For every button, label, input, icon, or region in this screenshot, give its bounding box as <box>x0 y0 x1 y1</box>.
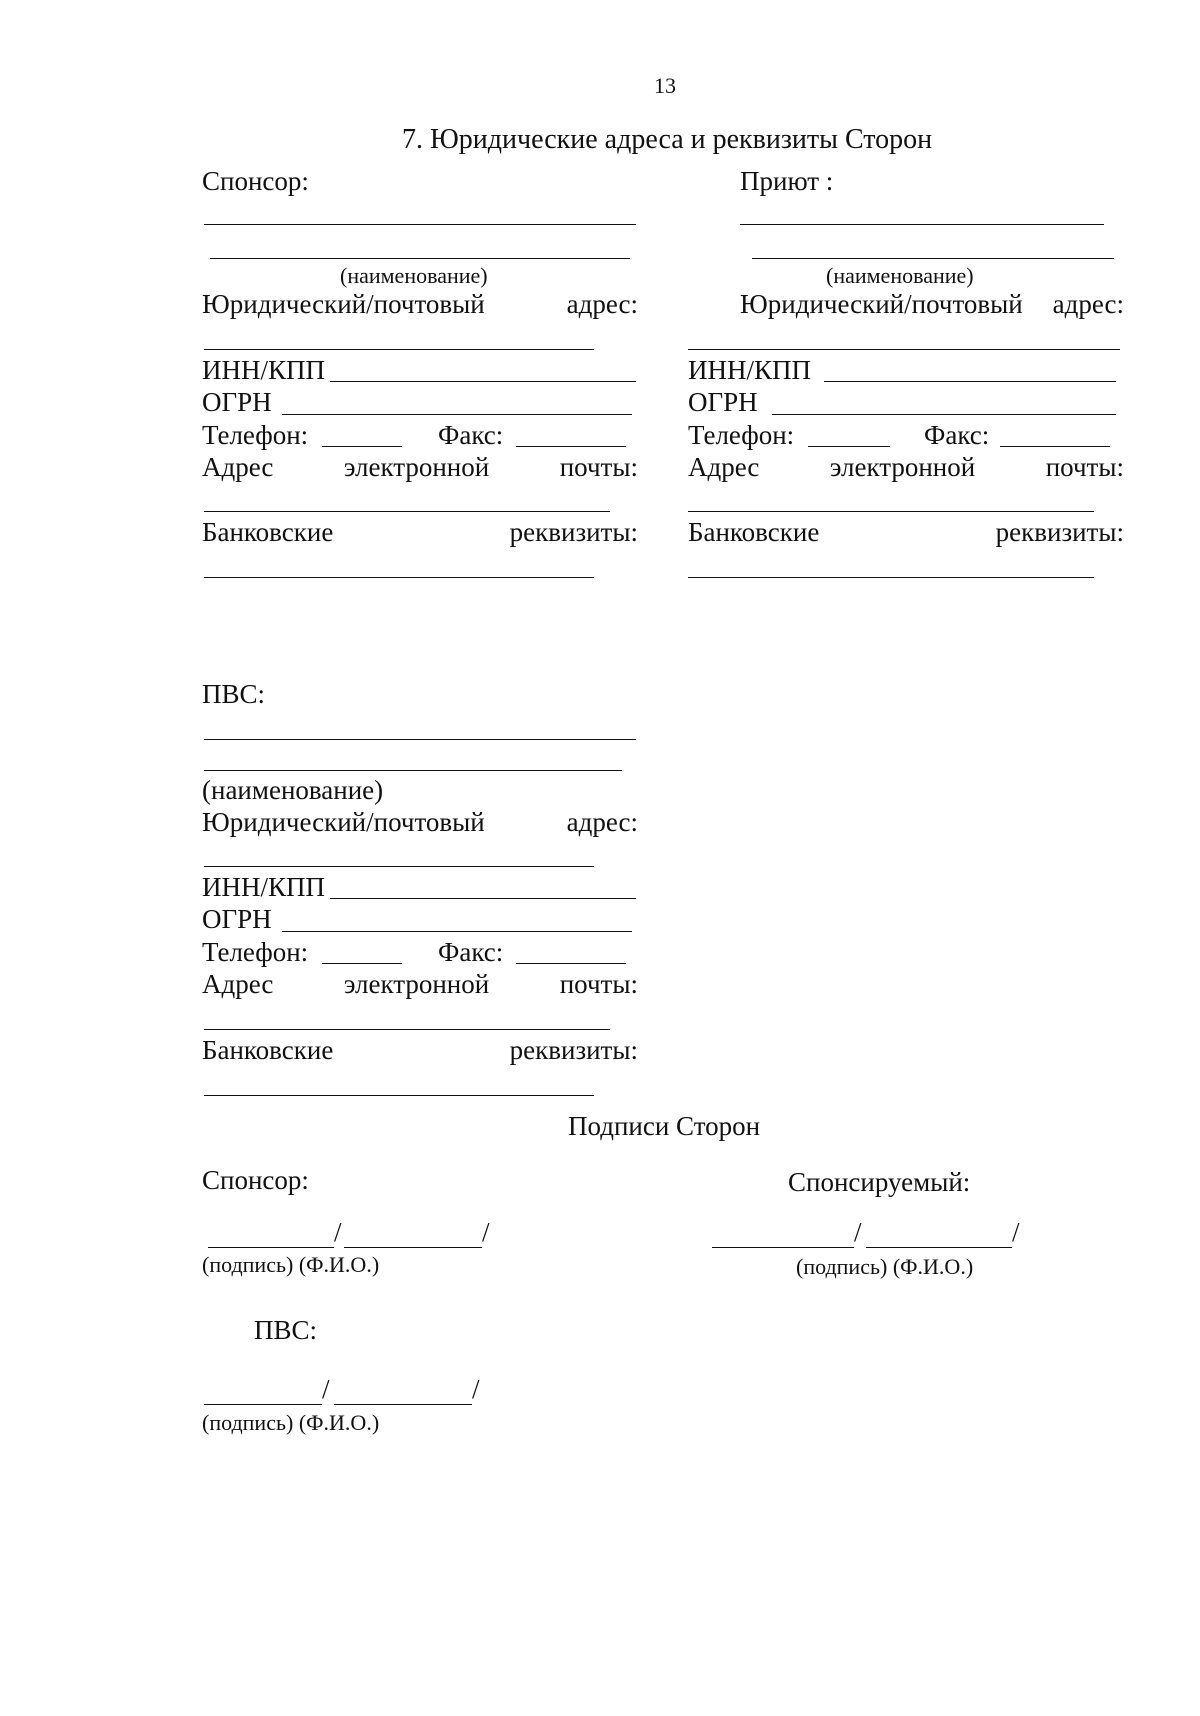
word: Банковские <box>202 517 334 547</box>
sponsor-ogrn-label: ОГРН <box>202 387 272 417</box>
sponsor-fax-label: Факс: <box>438 420 504 450</box>
sponsor-name-line-2[interactable] <box>210 258 630 259</box>
shelter-ogrn-label: ОГРН <box>688 387 758 417</box>
pvs-name-line-1[interactable] <box>204 739 636 740</box>
pvs-address-line[interactable] <box>204 866 594 867</box>
pvs-email-line[interactable] <box>204 1029 610 1030</box>
word: Банковские <box>688 517 820 547</box>
shelter-ogrn-line[interactable] <box>772 414 1116 415</box>
sig-pvs-label: ПВС: <box>254 1315 318 1345</box>
word: реквизиты: <box>995 517 1124 547</box>
word: электронной <box>829 452 976 482</box>
word: Адрес <box>202 969 274 999</box>
sponsor-ogrn-line[interactable] <box>282 414 632 415</box>
shelter-inn-label: ИНН/КПП <box>688 355 812 385</box>
pvs-phone-label: Телефон: <box>202 937 309 967</box>
pvs-ogrn-line[interactable] <box>282 931 632 932</box>
sponsor-email-label <box>202 451 638 483</box>
shelter-address-label <box>740 288 1124 320</box>
sig-sponsor-caption: (подпись) (Ф.И.О.) <box>202 1252 380 1277</box>
section-title: 7. Юридические адреса и реквизиты Сторон <box>402 124 933 155</box>
sponsor-phone-line[interactable] <box>322 446 402 447</box>
shelter-name-line-2[interactable] <box>752 258 1114 259</box>
pvs-heading: ПВС: <box>202 679 266 709</box>
shelter-fax-line[interactable] <box>1000 446 1110 447</box>
sponsor-bank-label <box>202 516 638 548</box>
sponsor-address-line[interactable] <box>204 349 594 350</box>
pvs-bank-label <box>202 1034 638 1066</box>
word: почты: <box>1045 452 1124 482</box>
sponsor-name-caption: (наименование) <box>340 263 488 288</box>
shelter-inn-line[interactable] <box>824 381 1116 382</box>
shelter-address-line[interactable] <box>688 349 1120 350</box>
sponsor-bank-line[interactable] <box>204 577 594 578</box>
sig-pvs-sign-line[interactable] <box>204 1404 322 1405</box>
sig-sponsor-label: Спонсор: <box>202 1165 309 1195</box>
pvs-name-caption: (наименование) <box>202 775 384 805</box>
pvs-name-line-2[interactable] <box>204 770 622 771</box>
sig-pvs-slash-end: / <box>472 1374 480 1404</box>
sig-sponsored-name-line[interactable] <box>866 1247 1012 1248</box>
sponsor-email-line[interactable] <box>204 511 610 512</box>
word: адрес: <box>566 289 638 319</box>
word: почты: <box>559 452 638 482</box>
sig-sponsored-label: Спонсируемый: <box>788 1167 971 1197</box>
word: адрес: <box>566 807 638 837</box>
pvs-ogrn-label: ОГРН <box>202 904 272 934</box>
sig-sponsored-slash: / <box>854 1217 862 1247</box>
word: Банковские <box>202 1035 334 1065</box>
shelter-email-label <box>688 451 1124 483</box>
word: электронной <box>343 969 490 999</box>
pvs-inn-label: ИНН/КПП <box>202 872 326 902</box>
page-number: 13 <box>654 73 676 98</box>
shelter-fax-label: Факс: <box>924 420 990 450</box>
pvs-address-label <box>202 806 638 838</box>
sponsor-address-label <box>202 288 638 320</box>
word: Юридический/почтовый <box>202 289 485 319</box>
sig-sponsor-slash: / <box>334 1217 342 1247</box>
pvs-fax-line[interactable] <box>516 963 626 964</box>
shelter-phone-line[interactable] <box>808 446 890 447</box>
word: реквизиты: <box>509 1035 638 1065</box>
signatures-title: Подписи Сторон <box>568 1111 761 1141</box>
sig-sponsored-slash-end: / <box>1012 1217 1020 1247</box>
sig-pvs-name-line[interactable] <box>334 1404 472 1405</box>
sig-sponsor-sign-line[interactable] <box>208 1247 334 1248</box>
word: почты: <box>559 969 638 999</box>
word: адрес: <box>1052 289 1124 319</box>
pvs-bank-line[interactable] <box>204 1095 594 1096</box>
shelter-name-caption: (наименование) <box>826 263 974 288</box>
sig-sponsored-caption: (подпись) (Ф.И.О.) <box>796 1254 974 1279</box>
sig-pvs-caption: (подпись) (Ф.И.О.) <box>202 1410 380 1435</box>
sig-pvs-slash: / <box>322 1374 330 1404</box>
sponsor-fax-line[interactable] <box>516 446 626 447</box>
word: электронной <box>343 452 490 482</box>
word: Адрес <box>202 452 274 482</box>
shelter-email-line[interactable] <box>688 511 1094 512</box>
pvs-fax-label: Факс: <box>438 937 504 967</box>
shelter-name-line-1[interactable] <box>740 224 1104 225</box>
sponsor-phone-label: Телефон: <box>202 420 309 450</box>
sponsor-inn-line[interactable] <box>330 381 636 382</box>
shelter-bank-line[interactable] <box>688 577 1094 578</box>
word: Адрес <box>688 452 760 482</box>
word: Юридический/почтовый <box>202 807 485 837</box>
sig-sponsor-name-line[interactable] <box>344 1247 482 1248</box>
shelter-phone-label: Телефон: <box>688 420 795 450</box>
sponsor-heading: Спонсор: <box>202 166 309 196</box>
shelter-heading: Приют : <box>740 166 834 196</box>
sponsor-inn-label: ИНН/КПП <box>202 355 326 385</box>
sponsor-name-line-1[interactable] <box>204 224 636 225</box>
sig-sponsor-slash-end: / <box>482 1217 490 1247</box>
shelter-bank-label <box>688 516 1124 548</box>
pvs-inn-line[interactable] <box>330 898 636 899</box>
pvs-email-label <box>202 968 638 1000</box>
word: реквизиты: <box>509 517 638 547</box>
word: Юридический/почтовый <box>740 289 1023 319</box>
pvs-phone-line[interactable] <box>322 963 402 964</box>
sig-sponsored-sign-line[interactable] <box>712 1247 854 1248</box>
